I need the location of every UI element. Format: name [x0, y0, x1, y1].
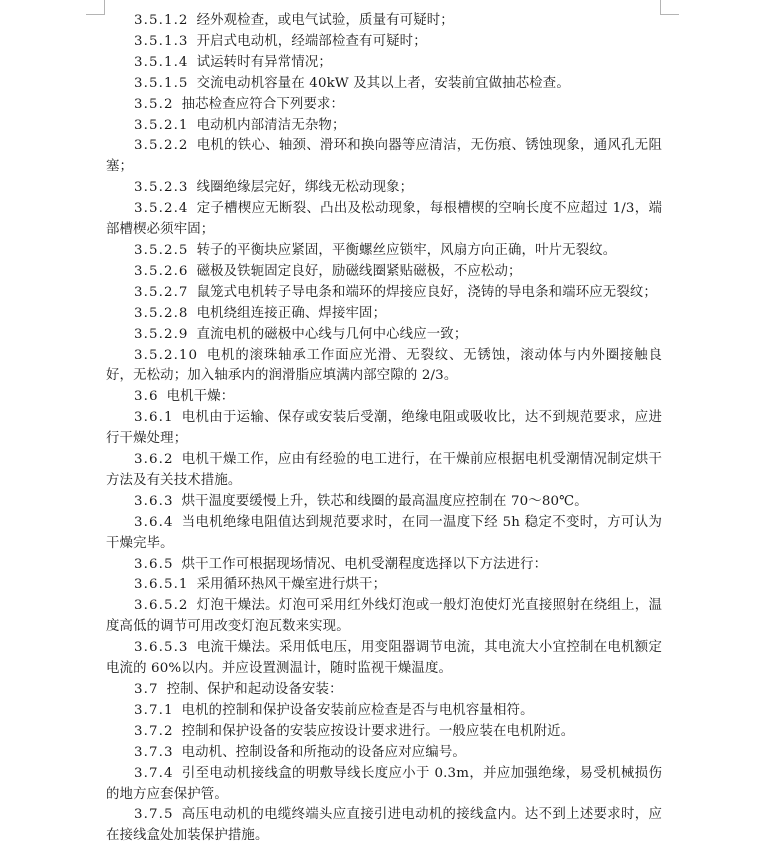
clause-text: 烘干工作可根据现场情况、电机受潮程度选择以下方法进行：	[181, 556, 548, 572]
clause-number: 3.5.2.6	[134, 263, 189, 279]
paragraph	[106, 805, 662, 847]
paragraph	[106, 513, 662, 555]
paragraph	[106, 764, 662, 806]
clause-text: 电机的滚珠轴承工作面应光滑、无裂纹、无锈蚀，滚动体与内外圈接触良好，无松动；加入轴承内的润滑脂应填满内部空隙的 2/3。	[106, 347, 662, 384]
page-corner-mark-left	[104, 0, 105, 14]
clause-number: 3.7.1	[134, 702, 174, 718]
clause-number: 3.7.3	[134, 744, 174, 760]
clause-text: 电机的控制和保护设备安装前应检查是否与电机容量相符。	[181, 702, 534, 718]
clause-number: 3.5.1.2	[134, 13, 189, 28]
clause-text: 交流电动机容量在 40kW 及其以上者，安装前宜做抽芯检查。	[196, 75, 570, 91]
clause-text: 控制、保护和起动设备安装：	[166, 682, 343, 697]
clause-number: 3.5.2.3	[134, 180, 189, 196]
clause-number: 3.5.2.5	[134, 242, 189, 258]
clause-number: 3.6.2	[134, 452, 174, 468]
paragraph	[106, 722, 662, 743]
clause-text: 控制和保护设备的安装应按设计要求进行。一般应装在电机附近。	[181, 723, 575, 739]
paragraph	[106, 74, 662, 95]
clause-number: 3.5.2.9	[134, 326, 189, 342]
paragraph	[106, 32, 662, 53]
clause-number: 3.6.5	[134, 556, 174, 572]
paragraph	[106, 304, 662, 325]
clause-number: 3.6.5.2	[134, 598, 189, 614]
paragraph	[106, 95, 662, 116]
clause-number: 3.7.5	[134, 807, 174, 823]
paragraph	[106, 575, 662, 596]
clause-number: 3.5.2.4	[134, 201, 189, 217]
paragraph	[106, 116, 662, 137]
paragraph	[106, 450, 662, 492]
clause-text: 当电机绝缘电阻值达到规范要求时，在同一温度下经 5h 稳定不变时，方可认为干燥完毕。	[106, 514, 662, 551]
paragraph	[106, 408, 662, 450]
paragraph	[106, 596, 662, 638]
clause-text: 电动机、控制设备和所拖动的设备应对应编号。	[181, 744, 466, 760]
clause-number: 3.5.2.2	[134, 138, 189, 154]
clause-text: 电机绕组连接正确、焊接牢固；	[196, 305, 387, 321]
clause-text: 线圈绝缘层完好，绑线无松动现象；	[196, 180, 414, 196]
paragraph	[106, 241, 662, 262]
paragraph	[106, 387, 662, 408]
clause-text: 灯泡干燥法。灯泡可采用红外线灯泡或一般灯泡使灯光直接照射在绕组上，温度高低的调节可用改变灯泡瓦数来实现。	[106, 598, 662, 635]
paragraph	[106, 325, 662, 346]
paragraph	[106, 178, 662, 199]
clause-number: 3.5.2	[134, 96, 174, 112]
clause-number: 3.6.5.3	[134, 640, 189, 656]
paragraph	[106, 492, 662, 513]
clause-text: 电机由于运输、保存或安装后受潮，绝缘电阻或吸收比，达不到规范要求，应进行干燥处理；	[106, 410, 662, 447]
paragraph	[106, 638, 662, 680]
paragraph	[106, 743, 662, 764]
clause-number: 3.7	[134, 682, 159, 697]
clause-number: 3.5.2.7	[134, 284, 189, 300]
clause-text: 磁极及铁轭固定良好，励磁线圈紧贴磁极，不应松动；	[196, 263, 522, 279]
clause-text: 烘干温度要缓慢上升，铁芯和线圈的最高温度应控制在 70～80℃。	[181, 493, 588, 509]
paragraph	[106, 701, 662, 722]
clause-text: 抽芯检查应符合下列要求：	[181, 96, 345, 112]
clause-text: 电机干燥工作，应由有经验的电工进行，在干燥前应根据电机受潮情况制定烘干方法及有关技术措施。	[106, 452, 662, 488]
paragraph	[106, 199, 662, 241]
clause-number: 3.6	[134, 389, 159, 405]
clause-number: 3.5.2.8	[134, 305, 189, 321]
clause-number: 3.5.1.3	[134, 33, 189, 49]
page-corner-mark-left-h	[86, 14, 105, 15]
paragraph	[106, 136, 662, 178]
clause-text: 转子的平衡块应紧固，平衡螺丝应锁牢，风扇方向正确，叶片无裂纹。	[196, 242, 617, 258]
clause-text: 电动机内部清洁无杂物；	[196, 117, 346, 133]
clause-text: 电机的铁心、轴颈、滑环和换向器等应清洁，无伤痕、锈蚀现象，通风孔无阻塞；	[106, 138, 662, 175]
clause-number: 3.5.2.10	[134, 347, 199, 363]
paragraph	[106, 262, 662, 283]
clause-number: 3.6.3	[134, 493, 174, 509]
paragraph	[106, 555, 662, 576]
document-page	[106, 11, 662, 847]
paragraph	[106, 53, 662, 74]
clause-text: 鼠笼式电机转子导电条和端环的焊接应良好，浇铸的导电条和端环应无裂纹；	[196, 284, 657, 300]
clause-text: 高压电动机的电缆终端头应直接引进电动机的接线盒内。达不到上述要求时，应在接线盒处加装保护措施。	[106, 807, 662, 844]
clause-number: 3.7.4	[134, 765, 174, 781]
clause-number: 3.5.1.5	[134, 75, 189, 91]
clause-text: 经外观检查，或电气试验，质量有可疑时；	[196, 13, 454, 28]
clause-text: 开启式电动机，经端部检查有可疑时；	[196, 33, 427, 49]
clause-number: 3.5.1.4	[134, 54, 189, 70]
clause-text: 引至电动机接线盒的明敷导线长度应小于 0.3m，并应加强绝缘，易受机械损伤的地方应套保护管。	[106, 765, 662, 802]
clause-text: 电机干燥：	[166, 389, 235, 405]
paragraph	[106, 680, 662, 701]
clause-text: 采用循环热风干燥室进行烘干；	[196, 577, 387, 593]
clause-number: 3.7.2	[134, 723, 174, 739]
clause-number: 3.6.4	[134, 514, 174, 530]
clause-number: 3.6.5.1	[134, 577, 189, 593]
clause-number: 3.6.1	[134, 410, 174, 426]
paragraph	[106, 346, 662, 388]
paragraph	[106, 11, 662, 32]
clause-number: 3.5.2.1	[134, 117, 189, 133]
page-corner-mark-right-h	[660, 14, 679, 15]
clause-text: 定子槽楔应无断裂、凸出及松动现象，每根槽楔的空响长度不应超过 1/3，端部槽楔必须牢固；	[106, 201, 662, 238]
clause-text: 直流电机的磁极中心线与几何中心线应一致；	[196, 326, 468, 342]
paragraph	[106, 283, 662, 304]
clause-text: 试运转时有异常情况；	[196, 54, 332, 70]
clause-text: 电流干燥法。采用低电压，用变阻器调节电流，其电流大小宜控制在电机额定电流的 60%以内。并应设置测温计，随时监视干燥温度。	[106, 640, 662, 677]
